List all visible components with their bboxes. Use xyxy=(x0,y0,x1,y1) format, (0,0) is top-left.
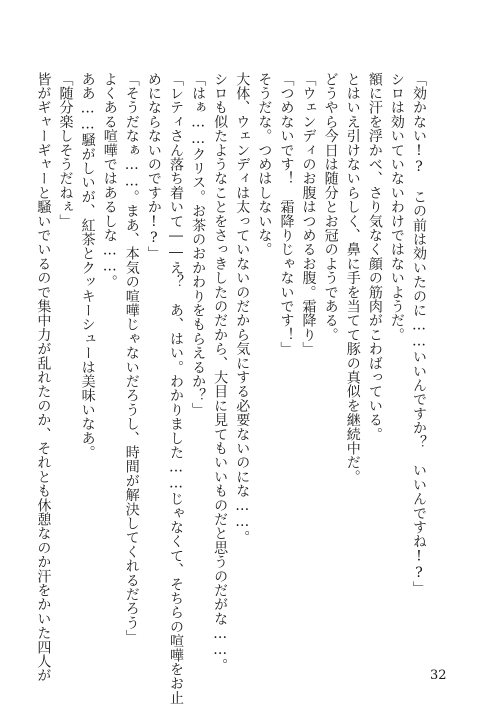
text-line: ああ……騒がしいが、紅茶とクッキーシューは美味いなあ。 xyxy=(79,72,96,460)
text-line: シロも似たようなことをさっきしたのだから、大目に見てもいいものだと思うのだがな……。 xyxy=(212,72,229,673)
text-line: シロは効いていないわけではないようだ。 xyxy=(388,72,405,342)
text-line: 「随分楽しそうだねぇ」 xyxy=(57,72,74,229)
page-number: 32 xyxy=(430,668,447,683)
text-line: どうやら今日は随分とお冠のようである。 xyxy=(322,72,339,342)
text-line: 皆がギャーギャーと騒いでいるので集中力が乱れたのか、それとも休憩なのか汗をかいた四人が xyxy=(35,72,52,683)
text-line: とはいえ引けないらしく、鼻に手を当てて豚の真似を継続中だ。 xyxy=(344,72,361,484)
vertical-text-body xyxy=(32,72,430,705)
text-line: 「つめないです！ 霜降りじゃないです！」 xyxy=(278,72,295,356)
text-line: よくある喧嘩ではあるしな……。 xyxy=(101,72,118,289)
text-line: 「効かない!? この前は効いたのに……いいんですか？ いいんですね!?」 xyxy=(411,72,427,596)
text-line: 額に汗を浮かべ、さり気なく顔の筋肉がこわばっている。 xyxy=(366,72,383,442)
text-line: 「ウェンディのお腹はつめるお腹。霜降り」 xyxy=(300,72,317,356)
text-line: めにならないのですか!?」 xyxy=(145,72,162,261)
text-line: 「そうだなぁ……。まあ、本気の喧嘩じゃないだろうし、時間が解決してくれるだろう」 xyxy=(123,72,140,644)
text-line: 大体、ウェンディは太っていないのだから気にする必要ないのにな……。 xyxy=(234,72,251,545)
text-line: 「レティさん落ち着いて――え？ あ、はい。わかりました……じゃなくて、そちらの喧嘩をお止 xyxy=(167,72,184,705)
text-line: 「はぁ……クリス。お茶のおかわりをもらえるか？」 xyxy=(190,72,207,417)
text-line: そうだな。つめはしないな。 xyxy=(256,72,273,257)
